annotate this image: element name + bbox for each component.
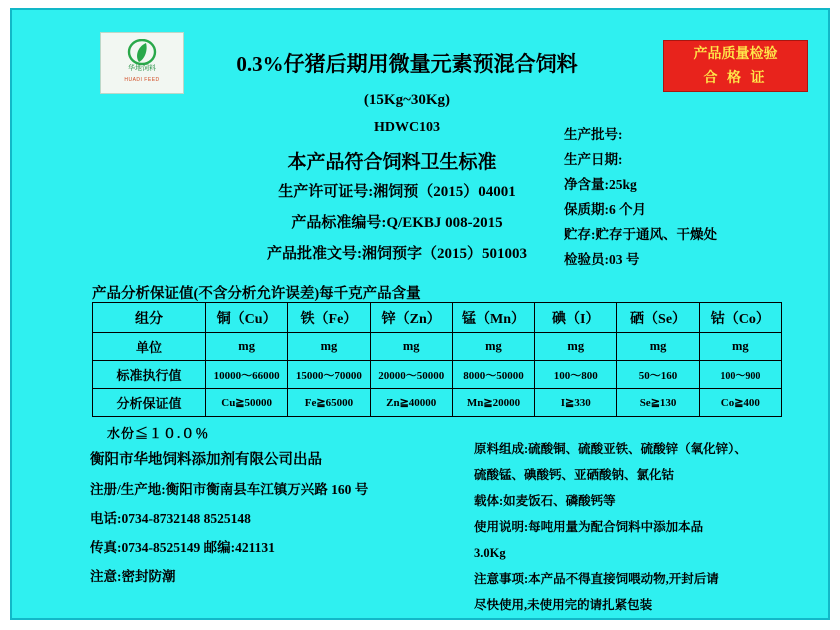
company-note: 注意:密封防潮 (90, 569, 176, 584)
company-info-block (90, 446, 470, 591)
carrier-line: 载体:如麦饭石、磷酸钙等 (474, 494, 616, 508)
analysis-table (92, 302, 782, 417)
production-info-block (564, 122, 814, 272)
weight-range: (15Kg~30Kg) (363, 92, 451, 108)
table-row (93, 361, 782, 389)
row-label-component: 组分 (93, 303, 206, 333)
inspector: 检验员:03 号 (564, 252, 640, 267)
guaranteed-fe: Fe≧65000 (288, 389, 370, 417)
guaranteed-i: I≧330 (535, 389, 617, 417)
standard-fe: 15000～70000 (288, 361, 370, 389)
badge-line-2: 合 格 证 (703, 71, 768, 86)
usage-line-1: 使用说明:每吨用量为配合饲料中添加本品 (474, 520, 704, 534)
column-header-zn: 锌（Zn） (370, 303, 452, 333)
guaranteed-cu: Cu≧50000 (206, 389, 288, 417)
unit-se: mg (617, 333, 699, 361)
standard-i: 100～800 (535, 361, 617, 389)
quality-certificate-badge (663, 40, 808, 92)
caution-line-2: 尽快使用,未使用完的请扎紧包装 (474, 598, 653, 612)
guaranteed-mn: Mn≧20000 (452, 389, 534, 417)
standard-zn: 20000～50000 (370, 361, 452, 389)
model-code: HDWC103 (373, 120, 441, 135)
ingredients-info-block (474, 438, 794, 620)
guaranteed-se: Se≧130 (617, 389, 699, 417)
usage-line-2: 3.0Kg (474, 546, 506, 560)
unit-co: mg (699, 333, 781, 361)
badge-line-1: 产品质量检验 (693, 47, 778, 62)
unit-fe: mg (288, 333, 370, 361)
page-title: 0.3%仔猪后期用微量元素预混合饲料 (236, 52, 578, 76)
logo-sub-text: HUADI FEED (124, 77, 160, 83)
column-header-se: 硒（Se） (617, 303, 699, 333)
analysis-title: 产品分析保证值(不含分析允许误差)每千克产品含量 (92, 286, 421, 302)
unit-mn: mg (452, 333, 534, 361)
moisture-value: 水份≦１０.０％ (107, 426, 210, 441)
column-header-i: 碘（I） (535, 303, 617, 333)
net-content: 净含量:25kg (564, 177, 637, 192)
table-row (93, 303, 782, 333)
standard-mn: 8000～50000 (452, 361, 534, 389)
unit-zn: mg (370, 333, 452, 361)
table-row (93, 389, 782, 417)
unit-cu: mg (206, 333, 288, 361)
company-telephone: 电话:0734-8732148 8525148 (90, 511, 251, 526)
company-logo (100, 32, 184, 94)
approval-document-number: 产品批准文号:湘饲预字（2015）501003 (267, 246, 527, 262)
standard-co: 100～900 (699, 361, 781, 389)
table-row (93, 333, 782, 361)
standard-se: 50～160 (617, 361, 699, 389)
column-header-cu: 铜（Cu） (206, 303, 288, 333)
analysis-table-wrap (92, 302, 782, 417)
batch-number: 生产批号: (564, 127, 623, 142)
guaranteed-co: Co≧400 (699, 389, 781, 417)
row-label-guaranteed: 分析保证值 (93, 389, 206, 417)
product-label (10, 8, 830, 620)
composition-line-1: 原料组成:硫酸铜、硫酸亚铁、硫酸锌（氧化锌）、 (474, 442, 747, 456)
logo-brand-text: 华地饲料 (128, 65, 156, 72)
product-standard-number: 产品标准编号:Q/EKBJ 008-2015 (291, 215, 503, 231)
company-fax-zip: 传真:0734-8525149 邮编:421131 (90, 540, 275, 555)
column-header-mn: 锰（Mn） (452, 303, 534, 333)
company-name: 衡阳市华地饲料添加剂有限公司出品 (90, 452, 322, 468)
row-label-unit: 单位 (93, 333, 206, 361)
license-number: 生产许可证号:湘饲预（2015）04001 (278, 184, 516, 200)
company-address: 注册/生产地:衡阳市衡南县车江镇万兴路 160 号 (90, 482, 369, 497)
production-date: 生产日期: (564, 152, 623, 167)
standard-cu: 10000～66000 (206, 361, 288, 389)
column-header-fe: 铁（Fe） (288, 303, 370, 333)
column-header-co: 钴（Co） (699, 303, 781, 333)
caution-line-1: 注意事项:本产品不得直接饲喂动物,开封后请 (474, 572, 719, 586)
composition-line-2: 硫酸锰、碘酸钙、亚硒酸钠、氯化钴 (474, 468, 675, 482)
storage-condition: 贮存:贮存于通风、干燥处 (564, 227, 717, 242)
row-label-standard: 标准执行值 (93, 361, 206, 389)
unit-i: mg (535, 333, 617, 361)
shelf-life: 保质期:6 个月 (564, 202, 647, 217)
hygiene-standard-line: 本产品符合饲料卫生标准 (287, 152, 497, 173)
guaranteed-zn: Zn≧40000 (370, 389, 452, 417)
